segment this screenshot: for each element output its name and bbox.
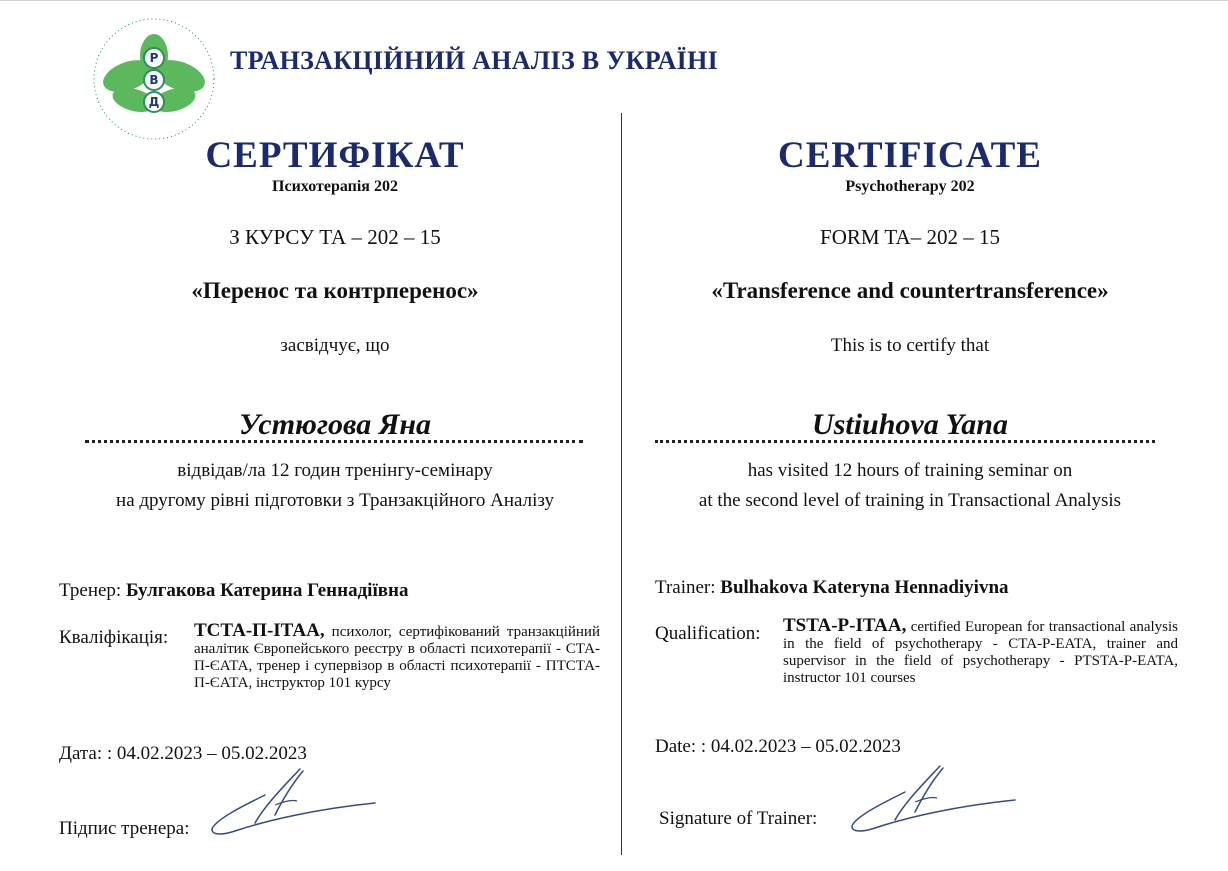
top-border [0, 0, 1228, 1]
ua-hours-line: відвідав/ла 12 годин тренінгу-семінару [177, 460, 493, 481]
ua-trainer-line [59, 580, 408, 602]
ua-qualification-label: Кваліфікація: [59, 627, 169, 648]
en-certifies-text: This is to certify that [830, 335, 990, 356]
logo-letter-1: Р [149, 51, 159, 65]
ua-participant-name: Устюгова Яна [238, 408, 432, 441]
organization-logo [88, 16, 220, 142]
en-trainer-label: Trainer: [655, 577, 716, 598]
ua-certificate-subtitle: Психотерапія 202 [272, 178, 398, 195]
logo-letter-3: Д [148, 95, 160, 109]
ua-level-line: на другому рівні підготовки з Транзакційного Аналізу [116, 490, 554, 511]
en-trainer-line [655, 577, 1009, 599]
ua-course-topic: «Перенос та контрперенос» [191, 278, 479, 303]
ua-qualification-code: ТСТА-П-ІТАА, [194, 620, 325, 641]
en-course-code: FORM TA– 202 – 15 [820, 225, 1000, 249]
ua-date: Дата: : 04.02.2023 – 05.02.2023 [59, 743, 307, 764]
en-name-underline [655, 440, 1155, 443]
ua-name-underline [85, 440, 583, 443]
en-date: Date: : 04.02.2023 – 05.02.2023 [655, 736, 901, 757]
ua-certifies-text: засвідчує, що [280, 335, 390, 356]
logo-letter-2: В [149, 73, 159, 87]
ua-trainer-label: Тренер: [59, 580, 122, 601]
ua-trainer-name: Булгакова Катерина Геннадіївна [125, 580, 409, 601]
en-hours-line: has visited 12 hours of training seminar on [747, 460, 1073, 481]
en-level-line: at the second level of training in Transactional Analysis [698, 490, 1122, 511]
en-signature-label: Signature of Trainer: [659, 808, 818, 829]
ua-trainer-signature [205, 765, 380, 840]
en-course-topic: «Transference and countertransference» [711, 278, 1109, 303]
ua-course-code: З КУРСУ ТА – 202 – 15 [229, 225, 441, 249]
en-qualification-label: Qualification: [655, 623, 761, 644]
en-certificate-title: CERTIFICATE [778, 135, 1042, 176]
ua-qualification-description: психолог, сертифікований транзакційний аналітик Європейського реєстру в області психотерапії - СТА-П-ЄАТА, тренер і супервізор в області психотерапії - ПТСТА-П-ЄАТА, інструктор 101 курсу [194, 624, 600, 691]
en-trainer-signature [845, 762, 1020, 837]
organization-title: ТРАНЗАКЦІЙНИЙ АНАЛІЗ В УКРАЇНІ [230, 46, 719, 75]
en-certificate-subtitle: Psychotherapy 202 [845, 178, 975, 195]
en-qualification-description: certified European for transactional analysis in the field of psychotherapy - CTA-P-EATA, trainer and supervisor in the field of psychotherapy - PTSTA-P-EATA, instructor 101 courses [783, 619, 1179, 686]
en-qualification-code: TSTA-P-ITAA, [783, 615, 907, 636]
ua-qualification-text [194, 622, 600, 692]
en-qualification-text [783, 617, 1178, 687]
en-trainer-name: Bulhakova Kateryna Hennadiyivna [720, 577, 1009, 598]
en-participant-name: Ustiuhova Yana [812, 408, 1008, 441]
ua-certificate-title: СЕРТИФІКАТ [205, 135, 465, 176]
ua-signature-label: Підпис тренера: [59, 818, 190, 839]
